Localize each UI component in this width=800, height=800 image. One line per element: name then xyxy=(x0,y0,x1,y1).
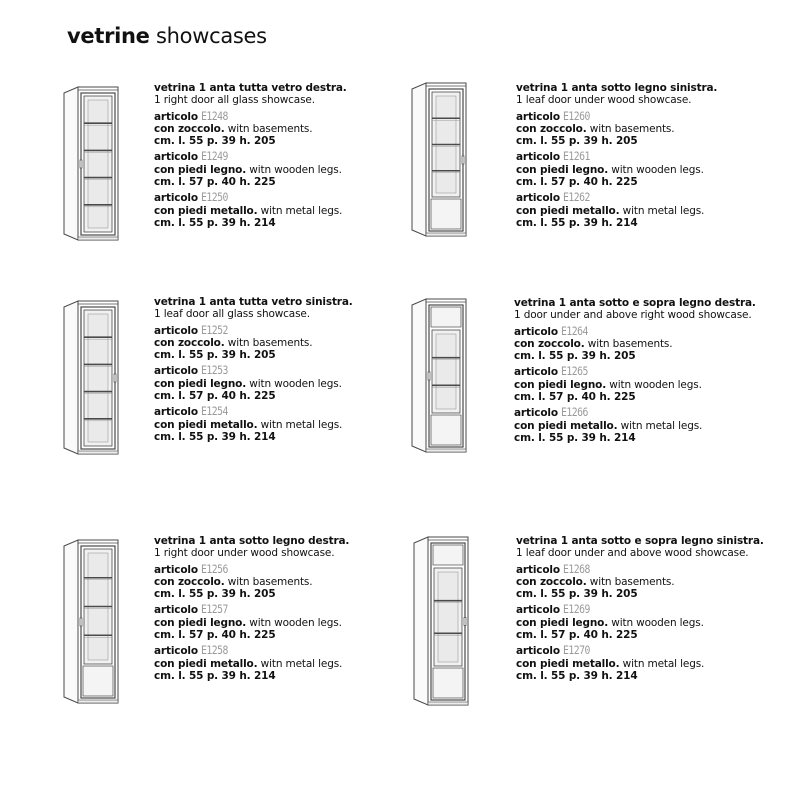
variant-type: con zoccolo. xyxy=(514,337,585,350)
variant-type: con piedi metallo. xyxy=(516,204,620,217)
product-subtitle: 1 leaf door under wood showcase. xyxy=(516,94,692,107)
product-subtitle: 1 leaf door under and above wood showcase. xyxy=(516,547,749,560)
article-code: E1252 xyxy=(201,322,229,337)
product-subtitle: 1 leaf door all glass showcase. xyxy=(154,308,310,321)
wood-panel-top xyxy=(433,545,463,565)
product-variant xyxy=(514,365,756,403)
variant-type: con piedi legno. xyxy=(516,616,609,629)
page-title xyxy=(67,22,267,50)
door-handle xyxy=(114,374,116,382)
product-variant xyxy=(516,644,764,682)
showcase-drawing xyxy=(60,82,130,252)
product-subtitle: 1 right door all glass showcase. xyxy=(154,94,315,107)
variant-dimensions: cm. l. 55 p. 39 h. 205 xyxy=(154,135,276,148)
variant-type-desc: witn basements. xyxy=(227,575,313,588)
variant-type: con piedi legno. xyxy=(154,377,247,390)
article-code: E1248 xyxy=(201,108,229,123)
variant-dimensions: cm. l. 55 p. 39 h. 205 xyxy=(154,349,276,362)
product-subtitle: 1 right door under wood showcase. xyxy=(154,547,335,560)
cabinet-base xyxy=(78,451,118,454)
product-description xyxy=(516,535,764,682)
variant-type-desc: witn wooden legs. xyxy=(611,616,704,629)
variant-type-desc: witn basements. xyxy=(589,122,675,135)
variant-type: con piedi metallo. xyxy=(154,204,258,217)
product-title: vetrina 1 anta tutta vetro destra. xyxy=(154,82,347,94)
inner-back-wall xyxy=(436,334,456,409)
article-code: E1264 xyxy=(561,323,589,338)
product-variant xyxy=(154,644,349,682)
showcase-drawing xyxy=(60,535,130,715)
article-label: articolo xyxy=(154,192,198,205)
variant-type: con piedi metallo. xyxy=(514,419,618,432)
variant-type-desc: witn metal legs. xyxy=(260,657,343,670)
variant-type: con zoccolo. xyxy=(154,575,225,588)
variant-dimensions: cm. l. 57 p. 40 h. 225 xyxy=(154,629,276,642)
article-code: E1260 xyxy=(563,108,591,123)
product-card xyxy=(408,78,748,248)
article-code: E1249 xyxy=(201,149,229,164)
article-code: E1268 xyxy=(563,561,591,576)
variant-type-desc: witn basements. xyxy=(589,575,675,588)
product-variant xyxy=(516,191,717,229)
product-variant xyxy=(154,603,349,641)
variant-dimensions: cm. l. 55 p. 39 h. 214 xyxy=(154,430,276,443)
variant-type-desc: witn wooden legs. xyxy=(249,163,342,176)
wood-panel-top xyxy=(431,307,461,327)
product-variant xyxy=(154,150,347,188)
product-description xyxy=(154,296,353,443)
product-title: vetrina 1 anta tutta vetro sinistra. xyxy=(154,296,353,308)
article-label: articolo xyxy=(514,325,558,338)
product-variant xyxy=(514,325,756,363)
variant-type: con zoccolo. xyxy=(154,122,225,135)
product-card xyxy=(60,296,390,466)
product-variant xyxy=(154,110,347,148)
article-label: articolo xyxy=(154,563,198,576)
article-label: articolo xyxy=(516,645,560,658)
article-code: E1256 xyxy=(201,561,229,576)
article-code: E1258 xyxy=(201,643,229,658)
product-variant xyxy=(154,563,349,601)
variant-dimensions: cm. l. 57 p. 40 h. 225 xyxy=(154,390,276,403)
variant-dimensions: cm. l. 55 p. 39 h. 214 xyxy=(154,216,276,229)
page-title-bold: vetrine xyxy=(67,24,150,48)
inner-back-wall xyxy=(438,572,458,662)
article-label: articolo xyxy=(516,604,560,617)
door-handle xyxy=(462,156,464,164)
variant-dimensions: cm. l. 55 p. 39 h. 214 xyxy=(516,669,638,682)
article-code: E1250 xyxy=(201,190,229,205)
article-label: articolo xyxy=(154,324,198,337)
showcase-drawing xyxy=(60,296,130,466)
article-code: E1269 xyxy=(563,602,591,617)
variant-dimensions: cm. l. 55 p. 39 h. 214 xyxy=(514,431,636,444)
product-card xyxy=(408,294,756,464)
product-title: vetrina 1 anta sotto legno sinistra. xyxy=(516,82,718,94)
article-code: E1254 xyxy=(201,404,229,419)
article-code: E1266 xyxy=(561,405,589,420)
variant-dimensions: cm. l. 55 p. 39 h. 205 xyxy=(516,588,638,601)
product-title: vetrina 1 anta sotto e sopra legno destra. xyxy=(514,297,756,309)
variant-type-desc: witn metal legs. xyxy=(622,204,705,217)
showcase-drawing xyxy=(408,294,478,464)
product-card xyxy=(60,535,390,715)
product-variant xyxy=(516,603,764,641)
cabinet-side xyxy=(64,540,78,703)
door-handle xyxy=(80,618,82,626)
variant-type: con piedi metallo. xyxy=(154,657,258,670)
product-variant xyxy=(154,364,353,402)
cabinet-side xyxy=(414,537,428,705)
product-variant xyxy=(154,405,353,443)
variant-type-desc: witn metal legs. xyxy=(260,204,343,217)
wood-panel-bottom xyxy=(433,668,463,698)
page-title-light: showcases xyxy=(156,24,267,48)
product-variant xyxy=(516,110,717,148)
product-variant xyxy=(516,150,717,188)
product-description xyxy=(154,535,349,682)
variant-type-desc: witn wooden legs. xyxy=(609,378,702,391)
variant-type: con piedi legno. xyxy=(154,616,247,629)
variant-dimensions: cm. l. 57 p. 40 h. 225 xyxy=(154,176,276,189)
article-label: articolo xyxy=(154,645,198,658)
product-variant xyxy=(154,191,347,229)
variant-type: con piedi legno. xyxy=(514,378,607,391)
variant-dimensions: cm. l. 55 p. 39 h. 205 xyxy=(514,350,636,363)
variant-dimensions: cm. l. 57 p. 40 h. 225 xyxy=(514,391,636,404)
cabinet-base xyxy=(426,449,466,452)
product-variant xyxy=(516,563,764,601)
product-title: vetrina 1 anta sotto legno destra. xyxy=(154,535,350,547)
cabinet-side xyxy=(64,301,78,454)
wood-panel-bottom xyxy=(83,666,113,696)
door-handle xyxy=(80,160,82,168)
variant-dimensions: cm. l. 55 p. 39 h. 214 xyxy=(516,216,638,229)
article-code: E1253 xyxy=(201,363,229,378)
cabinet-base xyxy=(428,702,468,705)
article-label: articolo xyxy=(154,365,198,378)
variant-type-desc: witn basements. xyxy=(227,122,313,135)
variant-type-desc: witn wooden legs. xyxy=(249,377,342,390)
cabinet-base xyxy=(78,237,118,240)
article-label: articolo xyxy=(514,407,558,420)
variant-type: con piedi legno. xyxy=(154,163,247,176)
variant-type: con zoccolo. xyxy=(516,575,587,588)
article-code: E1262 xyxy=(563,190,591,205)
article-label: articolo xyxy=(516,563,560,576)
door-handle xyxy=(464,618,466,626)
cabinet-base xyxy=(426,233,466,236)
article-code: E1257 xyxy=(201,602,229,617)
article-label: articolo xyxy=(516,151,560,164)
product-variant xyxy=(514,406,756,444)
variant-type-desc: witn metal legs. xyxy=(260,418,343,431)
showcase-drawing xyxy=(410,532,480,717)
article-label: articolo xyxy=(154,151,198,164)
cabinet-side xyxy=(64,87,78,240)
product-card xyxy=(410,532,764,717)
product-description xyxy=(516,82,717,229)
variant-dimensions: cm. l. 55 p. 39 h. 214 xyxy=(154,669,276,682)
article-code: E1265 xyxy=(561,364,589,379)
showcase-drawing xyxy=(408,78,478,248)
variant-type: con piedi metallo. xyxy=(154,418,258,431)
inner-back-wall xyxy=(88,314,108,442)
variant-type: con piedi legno. xyxy=(516,163,609,176)
product-variant xyxy=(154,324,353,362)
door-handle xyxy=(428,372,430,380)
variant-type-desc: witn wooden legs. xyxy=(249,616,342,629)
article-label: articolo xyxy=(154,110,198,123)
product-subtitle: 1 door under and above right wood showcase. xyxy=(514,309,752,322)
variant-type-desc: witn metal legs. xyxy=(620,419,703,432)
cabinet-side xyxy=(412,299,426,452)
inner-back-wall xyxy=(88,100,108,228)
product-title: vetrina 1 anta sotto e sopra legno sinistra. xyxy=(516,535,764,547)
variant-dimensions: cm. l. 55 p. 39 h. 205 xyxy=(516,135,638,148)
article-label: articolo xyxy=(516,192,560,205)
variant-type: con zoccolo. xyxy=(516,122,587,135)
wood-panel-bottom xyxy=(431,199,461,229)
article-label: articolo xyxy=(154,604,198,617)
variant-dimensions: cm. l. 55 p. 39 h. 205 xyxy=(154,588,276,601)
cabinet-side xyxy=(412,83,426,236)
variant-type-desc: witn wooden legs. xyxy=(611,163,704,176)
variant-type: con piedi metallo. xyxy=(516,657,620,670)
product-description xyxy=(514,297,756,444)
article-label: articolo xyxy=(516,110,560,123)
variant-type: con zoccolo. xyxy=(154,336,225,349)
product-card xyxy=(60,82,390,252)
wood-panel-bottom xyxy=(431,415,461,445)
variant-type-desc: witn metal legs. xyxy=(622,657,705,670)
variant-type-desc: witn basements. xyxy=(587,337,673,350)
product-description xyxy=(154,82,347,229)
cabinet-base xyxy=(78,700,118,703)
variant-dimensions: cm. l. 57 p. 40 h. 225 xyxy=(516,176,638,189)
article-label: articolo xyxy=(154,406,198,419)
article-code: E1270 xyxy=(563,643,591,658)
variant-dimensions: cm. l. 57 p. 40 h. 225 xyxy=(516,629,638,642)
article-label: articolo xyxy=(514,366,558,379)
variant-type-desc: witn basements. xyxy=(227,336,313,349)
article-code: E1261 xyxy=(563,149,591,164)
